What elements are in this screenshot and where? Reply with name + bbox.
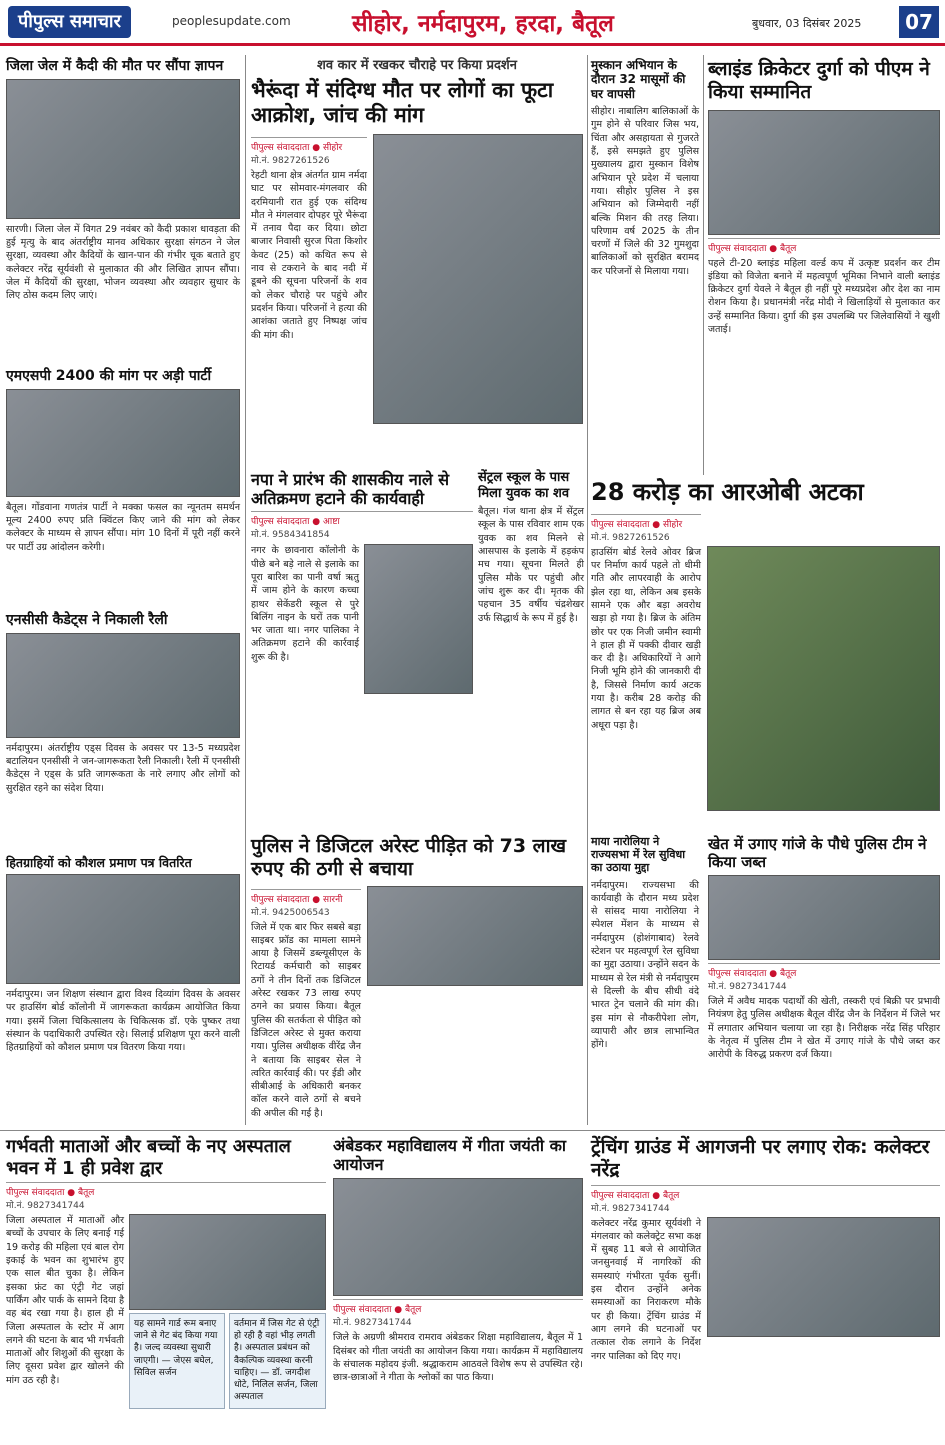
newspaper-logo: पीपुल्स समाचार <box>8 6 131 38</box>
article-body: नर्मदापुरम। राज्यसभा की कार्यवाही के दौरान मध्य प्रदेश से सांसद माया नारोलिया ने स्पेशल मेंशन के माध्यम से नर्मदापुरम (होशंगाबाद) रेलवे स्टेशन पर महत्वपूर्ण रेल सुविधा का मुद्दा उठाया। उन्होंने सदन के माध्यम से रेल मंत्री से नर्मदापुरम से दिल्ली के बीच सीधी वंदे भारत ट्रेन चलाने की मांग की। इस मांग से नौकरीपेशा लोग, व्यापारी और छात्र लाभान्वित होंगे। <box>591 879 699 1051</box>
article-msp <box>6 368 240 608</box>
article-jail-death <box>6 58 240 363</box>
headline: ब्लाइंड क्रिकेटर दुर्गा को पीएम ने किया सम्मानित <box>708 58 930 103</box>
byline: पीपुल्स संवाददाता ● सारनी <box>251 889 361 905</box>
article-body: नगर के छावनारा कॉलोनी के पीछे बने बड़े नाले से इलाके का पूरा बारिश का पानी वर्षा ऋतु में जाम होने के कारण कच्चा हाथर सेकेंडरी स्कूल से पुरे बिलिंग नाइन के घरों तक पानी भर जाता था। नगर पालिका ने अतिक्रमण हटाने की कार्रवाई शुरू की है। <box>251 545 359 663</box>
article-body: जिले के अग्रणी श्रीमराव रामराव अंबेडकर शिक्षा महाविद्यालय, बैतूल में 1 दिसंबर को गीता जयंती का आयोजन किया गया। कार्यक्रम में महाविद्यालय के संचालक महोदय इंजी. श्रद्धाकराम आठवले विशेष रूप से उपस्थित रहे। छात्र-छात्राओं ने गीता के श्लोकों का पाठ किया। <box>333 1332 583 1384</box>
article-body-found <box>478 470 584 830</box>
photo <box>364 544 473 694</box>
phone: मो.नं. 9827341744 <box>333 1318 412 1329</box>
section-divider <box>0 1130 945 1131</box>
article-rail-facility <box>591 835 699 1125</box>
photo <box>333 1178 583 1296</box>
phone: मो.नं. 9827341744 <box>708 982 787 992</box>
article-hospital-entrance <box>6 1136 326 1439</box>
photo <box>6 874 240 984</box>
byline: पीपुल्स संवाददाता ● बैतूल <box>591 1185 940 1201</box>
edition-title: सीहोर, नर्मदापुरम, हरदा, बैतूल <box>352 11 614 37</box>
article-body: जिले में अवैध मादक पदार्थों की खेती, तस्करी एवं बिक्री पर प्रभावी नियंत्रण हेतु पुलिस अधीक्षक बैतूल वीरेंद्र जैन के निर्देशन में जिले भर में लगातार अभियान चलाया जा रहा है। निरीक्षक नरेंद्र सिंह परिहार के नेतृत्व में पुलिस टीम ने खेत में उगाए गांजे के पौधे जब्त कर आरोपी के विरुद्ध प्रकरण दर्ज किया। <box>708 996 940 1061</box>
column-divider <box>245 55 246 1125</box>
headline: अंबेडकर महाविद्यालय में गीता जयंती का आयोजन <box>333 1136 567 1175</box>
article-body: रेहटी थाना क्षेत्र अंतर्गत ग्राम नर्मदा घाट पर सोमवार-मंगलवार की दरमियानी रात हुई एक संदिग्ध मौत ने मंगलवार दोपहर पूरे भैरूंदा में तनाव पैदा कर दिया। छोटा बाजार निवासी सुरज पिता किशोर केवट (25) को कथित रूप से नाव से टकराने के बाद नदी में डूबने की सूचना परिजनों के शव को लेकर चौराहे पर पहुंचे और प्रदर्शन किया। परिजनों ने हत्या की आशंका जताते हुए निष्पक्ष जांच की मांग की। <box>251 169 367 341</box>
quote-box: यह सामने गार्ड रूम बनाए जाने से गेट बंद किया गया है। जल्द व्यवस्था सुधारी जाएगी। — जेएस बघेल, सिविल सर्जन <box>129 1313 225 1409</box>
article-digital-arrest <box>251 835 583 1125</box>
article-body: नर्मदापुरम। अंतर्राष्ट्रीय एड्स दिवस के अवसर पर 13-5 मध्यप्रदेश बटालियन एनसीसी ने जन-जागरूकता रैली निकाली। रैली में एनसीसी कैडेट्स ने एड्स के प्रति जागरूकता के नारे लगाए और लोगों को सुरक्षित रहने का संदेश दिया। <box>6 742 240 794</box>
kicker: शव कार में रखकर चौराहे पर किया प्रदर्शन <box>317 58 517 73</box>
article-body: हाउसिंग बोर्ड रेलवे ओवर ब्रिज पर निर्माण कार्य पहले तो धीमी गति और लापरवाही के आरोप झेल रहा था, लेकिन अब इसके सामने एक और बड़ा अवरोध खड़ा हो गया है। ब्रिज के अंतिम छोर पर एक निजी जमीन स्वामी ने हाल ही में पक्की दीवार खड़ी कर दी है। अधिकारियों ने आगे निजी भूमि होने की जानकारी दी है, जिससे निर्माण कार्य अटक गया है। करीब 28 करोड़ की लागत से बन रहा यह ब्रिज अब अधूरा पड़ा है। <box>591 546 701 731</box>
byline: पीपुल्स संवाददाता ● सीहोर <box>251 137 367 153</box>
byline: पीपुल्स संवाददाता ● सीहोर <box>591 514 701 530</box>
phone: मो.नं. 9425006543 <box>251 907 330 918</box>
headline: जिला जेल में कैदी की मौत पर सौंपा ज्ञापन <box>6 58 224 74</box>
photo <box>6 79 240 219</box>
masthead <box>0 0 945 46</box>
article-muskan-campaign <box>591 58 699 468</box>
article-rob-stalled <box>591 478 940 828</box>
article-ganja-seized <box>708 835 940 1125</box>
page-number: 07 <box>899 6 939 38</box>
article-body: कलेक्टर नरेंद्र कुमार सूर्यवंशी ने मंगलवार को कलेक्ट्रेट सभा कक्ष में सुबह 11 बजे से आयोजित जनसुनवाई में नागरिकों की समस्याएं गंभीरता पूर्वक सुनीं। इस दौरान उन्होंने अनेक समस्याओं का निराकरण मौके पर ही किया। ट्रेंचिंग ग्राउंड में आग लगने की घटनाओं पर तत्काल रोक लगाने के निर्देश नगर पालिका को दिए गए। <box>591 1217 701 1362</box>
article-body: सारणी। जिला जेल में विगत 29 नवंबर को कैदी प्रकाश धावड़ता की हुई मृत्यु के बाद अंतर्राष्ट्रीय मानव अधिकार सुरक्षा संगठन ने जेल सुरक्षा, व्यवस्था और कैदियों के खान-पान की गंभीर चूक बताते हुए कलेक्टर नरेंद्र सूर्यवंशी से मुलाकात की और लिखित ज्ञापन सौंपा। जेल में कैदियों की सुरक्षा, भोजन व्यवस्था और व्यवहार सुधार के लिए ठोस कदम लिए जाएं। <box>6 223 240 302</box>
article-body: सीहोर। नाबालिग बालिकाओं के गुम होने से परिवार जिस भय, चिंता और असहायता से गुजरते हैं, इसे समझते हुए पुलिस मुख्यालय द्वारा मुस्कान विशेष अभियान पूरे प्रदेश में चलाया गया। सीहोर पुलिस ने इस अभियान को जिम्मेदारी नहीं बल्कि मिशन की तरह लिया। परिणाम वर्ष 2025 के तीन चरणों में जिले की 32 गुमशुदा बालिकाओं को सुरक्षित बरामद कर परिजनों से मिलाया गया। <box>591 106 699 277</box>
website-url[interactable]: peoplesupdate.com <box>172 14 291 28</box>
byline: पीपुल्स संवाददाता ● बैतूल <box>333 1299 583 1315</box>
column-divider <box>587 55 588 1125</box>
headline: खेत में उगाए गांजे के पौधे पुलिस टीम ने किया जब्त <box>708 835 927 871</box>
headline: माया नारोलिया ने राज्यसभा में रेल सुविधा का उठाया मुद्दा <box>591 835 686 875</box>
quote-box: वर्तमान में जिस गेट से एंट्री हो रही है वहां भीड़ लगती है। अस्पताल प्रबंधन को वैकल्पिक व्यवस्था करनी चाहिए। — डॉ. जगदीश धोटे, निलिल सर्जन, जिला अस्पताल <box>229 1313 326 1409</box>
headline: 28 करोड़ का आरओबी अटका <box>591 478 864 506</box>
article-blind-cricketer <box>708 58 940 468</box>
headline: हितग्राहियों को कौशल प्रमाण पत्र वितरित <box>6 855 192 870</box>
phone: मो.नं. 9827261526 <box>591 532 670 543</box>
photo <box>707 1217 940 1337</box>
column-divider <box>703 55 704 475</box>
photo <box>6 389 240 497</box>
headline: एनसीसी कैडेट्स ने निकाली रैली <box>6 612 168 628</box>
dateline: बुधवार, 03 दिसंबर 2025 <box>752 17 862 30</box>
photo <box>129 1214 326 1310</box>
photo <box>367 886 583 986</box>
headline: पुलिस ने डिजिटल अरेस्ट पीड़ित को 73 लाख रुपए की ठगी से बचाया <box>251 835 567 880</box>
article-trenching-ground <box>591 1136 940 1439</box>
article-body: बैतूल। गंज थाना क्षेत्र में सेंट्रल स्कूल के पास रविवार शाम एक युवक का शव मिलने से आसपास के इलाके में हड़कंप मच गया। सूचना मिलते ही पुलिस मौके पर पहुंची और जांच शुरू कर दी। मृतक की पहचान 35 वर्षीय चंद्रशेखर उर्फ सिद्धार्थ के रूप में हुई है। <box>478 506 584 624</box>
article-ncc-rally <box>6 612 240 850</box>
byline: पीपुल्स संवाददाता ● बैतूल <box>6 1182 326 1198</box>
aerial-photo <box>707 546 940 811</box>
article-body: नर्मदापुरम। जन शिक्षण संस्थान द्वारा विश्व दिव्यांग दिवस के अवसर पर हाउसिंग बोर्ड कॉलोनी में जागरूकता कार्यक्रम आयोजित किया गया। इसमें जिला चिकित्सालय के चिकित्सक डॉ. एके पुष्कर तथा संस्थान के पदाधिकारी उपस्थित रहे। सिलाई प्रशिक्षण पूरा करने वाली हितग्राहियों को कौशल प्रमाण पत्र वितरण किया गया। <box>6 989 240 1054</box>
headline: भैरूंदा में संदिग्ध मौत पर लोगों का फूटा आक्रोश, जांच की मांग <box>251 77 554 127</box>
headline: गर्भवती माताओं और बच्चों के नए अस्पताल भवन में 1 ही प्रवेश द्वार <box>6 1136 291 1179</box>
headline: मुस्कान अभियान के दौरान 32 मासूमों की घर वापसी <box>591 58 686 101</box>
headline: सेंट्रल स्कूल के पास मिला युवक का शव <box>478 470 570 501</box>
byline: पीपुल्स संवाददाता ● आष्टा <box>251 511 473 527</box>
phone: मो.नं. 9827341744 <box>591 1203 670 1214</box>
photo <box>6 633 240 738</box>
byline: पीपुल्स संवाददाता ● बैतूल <box>708 238 940 254</box>
article-bherunda-protest <box>251 58 583 466</box>
photo <box>373 134 583 424</box>
byline: पीपुल्स संवाददाता ● बैतूल <box>708 963 940 979</box>
headline: एमएसपी 2400 की मांग पर अड़ी पार्टी <box>6 368 212 384</box>
article-skill-certificates <box>6 855 240 1125</box>
headline: नपा ने प्रारंभ की शासकीय नाले से अतिक्रमण हटाने की कार्यवाही <box>251 470 450 509</box>
photo <box>708 875 940 960</box>
headline: ट्रेंचिंग ग्राउंड में आगजनी पर लगाए रोक: कलेक्टर नरेंद्र <box>591 1136 930 1181</box>
article-body: जिला अस्पताल में माताओं और बच्चों के उपचार के लिए बनाई गई 19 करोड़ की महिला एवं बाल रोग इकाई के भवन का शुभारंभ हुए एक साल बीत चुका है। लेकिन इसका फ्रंट का एंट्री गेट जहां पार्किंग और पार्क के सामने दिया है वह बंद रखा गया है। हाल ही में जिला अस्पताल के स्टोर में आग लगने की घटना के बाद भी गर्भवती माताओं और शिशुओं की सुरक्षा के लिए दूसरा प्रवेश द्वार खोलने की मांग उठ रही है। <box>6 1215 124 1386</box>
photo <box>708 110 940 235</box>
phone: मो.नं. 9584341854 <box>251 530 330 541</box>
article-body: पहले टी-20 ब्लाइंड महिला वर्ल्ड कप में उत्कृष्ट प्रदर्शन कर टीम इंडिया को विजेता बनाने में महत्वपूर्ण भूमिका निभाने वाली ब्लाइंड क्रिकेटर दुर्गा येवले ने बैतूल ही नहीं पूरे मध्यप्रदेश और देश का नाम रोशन किया है। प्रधानमंत्री नरेंद्र मोदी ने खिलाड़ियों से मुलाकात कर उन्हें सम्मानित किया। दुर्गा की इस उपलब्धि पर जिलेवासियों ने खुशी जताई। <box>708 257 940 336</box>
phone: मो.नं. 9827261526 <box>251 155 330 166</box>
article-body: बैतूल। गोंडवाना गणतंत्र पार्टी ने मक्का फसल का न्यूनतम समर्थन मूल्य 2400 रुपए प्रति क्विंटल किए जाने की मांग को लेकर कलेक्टर के माध्यम से ज्ञापन सौंपा। मांग 10 दिनों में पूरी नहीं करने पर पार्टी उग्र आंदोलन करेगी। <box>6 501 240 553</box>
article-encroachment <box>251 470 473 830</box>
phone: मो.नं. 9827341744 <box>6 1201 85 1212</box>
article-body: जिले में एक बार फिर सबसे बड़ा साइबर फ्रॉड का मामला सामने आया है जिसमें डब्ल्यूसीएल के रिटायर्ड कर्मचारी को साइबर ठगों ने तीन दिनों तक डिजिटल अरेस्ट रखकर 73 लाख रुपए ठगने का प्रयास किया। बैतूल पुलिस की सतर्कता से पीड़ित को डिजिटल अरेस्ट से मुक्त कराया गया। पुलिस अधीक्षक वीरेंद्र जैन ने बताया कि साइबर सेल ने त्वरित कार्रवाई की। पर ईडी और सीबीआई के अधिकारी बनकर कॉल करने वाले ठगों से बचने की अपील की गई है। <box>251 921 361 1119</box>
article-gita-jayanti <box>333 1136 583 1439</box>
